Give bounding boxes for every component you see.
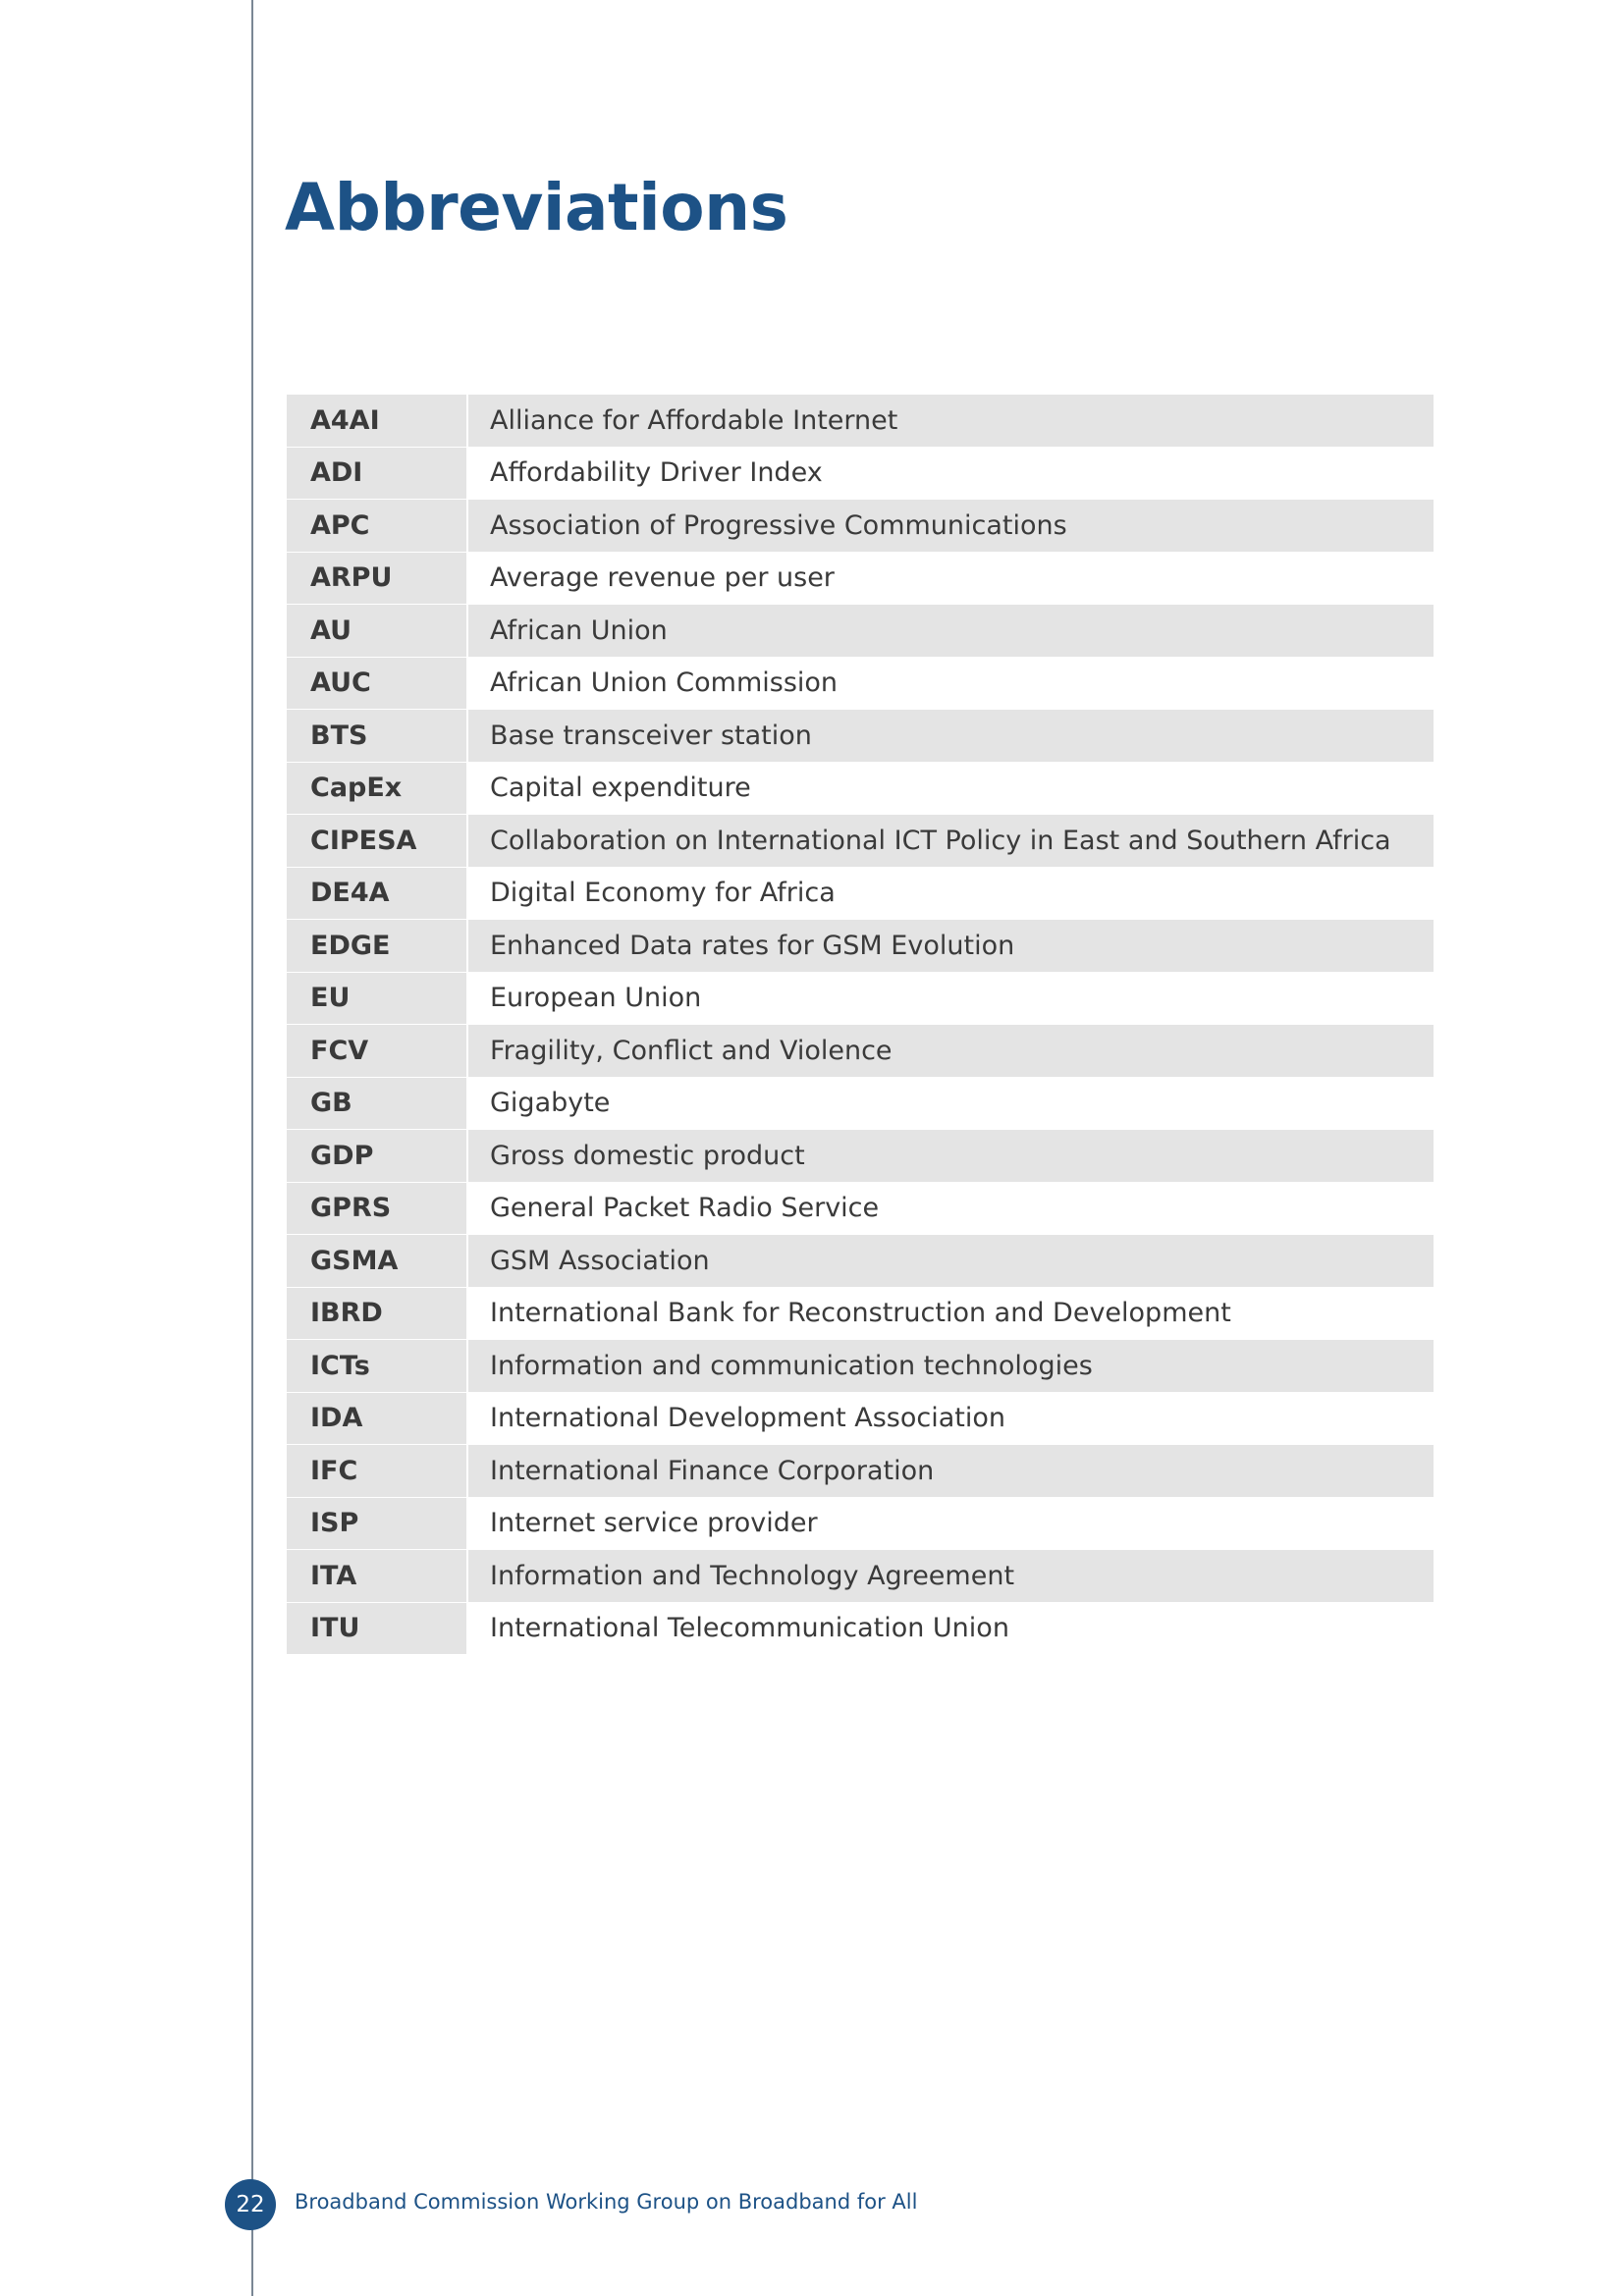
abbreviation-definition: Affordability Driver Index bbox=[468, 448, 1434, 501]
abbreviation-definition: Alliance for Affordable Internet bbox=[468, 395, 1434, 448]
abbreviation-code: GB bbox=[287, 1078, 466, 1131]
abbreviation-code: IBRD bbox=[287, 1288, 466, 1341]
abbreviation-definition: Association of Progressive Communications bbox=[468, 500, 1434, 553]
table-row bbox=[287, 868, 1434, 921]
abbreviation-code: ICTs bbox=[287, 1340, 466, 1393]
table-row bbox=[287, 1025, 1434, 1078]
abbreviation-code: ITU bbox=[287, 1603, 466, 1656]
table-row bbox=[287, 553, 1434, 606]
abbreviation-definition: African Union bbox=[468, 605, 1434, 658]
abbreviation-definition: European Union bbox=[468, 973, 1434, 1026]
abbreviation-definition: Gigabyte bbox=[468, 1078, 1434, 1131]
table-row bbox=[287, 1603, 1434, 1656]
table-row bbox=[287, 1183, 1434, 1236]
abbreviation-code: A4AI bbox=[287, 395, 466, 448]
abbreviation-definition: International Finance Corporation bbox=[468, 1445, 1434, 1498]
abbreviation-code: GDP bbox=[287, 1130, 466, 1183]
table-row bbox=[287, 1078, 1434, 1131]
table-row bbox=[287, 1130, 1434, 1183]
table-row bbox=[287, 1393, 1434, 1446]
table-row bbox=[287, 395, 1434, 448]
abbreviation-code: EDGE bbox=[287, 920, 466, 973]
abbreviations-table bbox=[287, 395, 1434, 1655]
abbreviation-code: BTS bbox=[287, 710, 466, 763]
abbreviation-code: ARPU bbox=[287, 553, 466, 606]
abbreviation-code: IDA bbox=[287, 1393, 466, 1446]
abbreviation-code: FCV bbox=[287, 1025, 466, 1078]
page-title: Abbreviations bbox=[285, 170, 788, 245]
abbreviation-definition: Gross domestic product bbox=[468, 1130, 1434, 1183]
abbreviation-code: GSMA bbox=[287, 1235, 466, 1288]
table-row bbox=[287, 920, 1434, 973]
table-row bbox=[287, 605, 1434, 658]
table-row bbox=[287, 1498, 1434, 1551]
table-row bbox=[287, 500, 1434, 553]
abbreviation-definition: Digital Economy for Africa bbox=[468, 868, 1434, 921]
abbreviation-definition: GSM Association bbox=[468, 1235, 1434, 1288]
abbreviation-code: APC bbox=[287, 500, 466, 553]
footer-title: Broadband Commission Working Group on Broadband for All bbox=[295, 2190, 918, 2214]
abbreviation-definition: International Telecommunication Union bbox=[468, 1603, 1434, 1656]
abbreviation-definition: Average revenue per user bbox=[468, 553, 1434, 606]
abbreviation-definition: General Packet Radio Service bbox=[468, 1183, 1434, 1236]
table-row bbox=[287, 658, 1434, 711]
abbreviation-code: AU bbox=[287, 605, 466, 658]
abbreviation-code: DE4A bbox=[287, 868, 466, 921]
abbreviation-code: ISP bbox=[287, 1498, 466, 1551]
abbreviation-code: CapEx bbox=[287, 763, 466, 816]
abbreviation-code: ITA bbox=[287, 1550, 466, 1603]
abbreviation-definition: Fragility, Conflict and Violence bbox=[468, 1025, 1434, 1078]
abbreviation-definition: Collaboration on International ICT Policy in East and Southern Africa bbox=[468, 815, 1434, 868]
table-row bbox=[287, 1340, 1434, 1393]
table-row bbox=[287, 1445, 1434, 1498]
abbreviation-definition: International Development Association bbox=[468, 1393, 1434, 1446]
abbreviation-definition: Internet service provider bbox=[468, 1498, 1434, 1551]
table-row bbox=[287, 763, 1434, 816]
abbreviation-definition: International Bank for Reconstruction and Development bbox=[468, 1288, 1434, 1341]
abbreviation-definition: African Union Commission bbox=[468, 658, 1434, 711]
table-row bbox=[287, 710, 1434, 763]
abbreviation-code: GPRS bbox=[287, 1183, 466, 1236]
table-row bbox=[287, 1550, 1434, 1603]
table-row bbox=[287, 1288, 1434, 1341]
table-row bbox=[287, 815, 1434, 868]
table-row bbox=[287, 448, 1434, 501]
abbreviation-code: ADI bbox=[287, 448, 466, 501]
abbreviation-definition: Enhanced Data rates for GSM Evolution bbox=[468, 920, 1434, 973]
abbreviation-definition: Base transceiver station bbox=[468, 710, 1434, 763]
abbreviation-code: IFC bbox=[287, 1445, 466, 1498]
table-row bbox=[287, 973, 1434, 1026]
abbreviation-definition: Information and communication technologies bbox=[468, 1340, 1434, 1393]
abbreviation-code: AUC bbox=[287, 658, 466, 711]
abbreviation-code: EU bbox=[287, 973, 466, 1026]
margin-rule bbox=[251, 0, 253, 2296]
abbreviation-definition: Information and Technology Agreement bbox=[468, 1550, 1434, 1603]
abbreviation-code: CIPESA bbox=[287, 815, 466, 868]
abbreviation-definition: Capital expenditure bbox=[468, 763, 1434, 816]
page-number-badge: 22 bbox=[225, 2179, 276, 2230]
table-row bbox=[287, 1235, 1434, 1288]
